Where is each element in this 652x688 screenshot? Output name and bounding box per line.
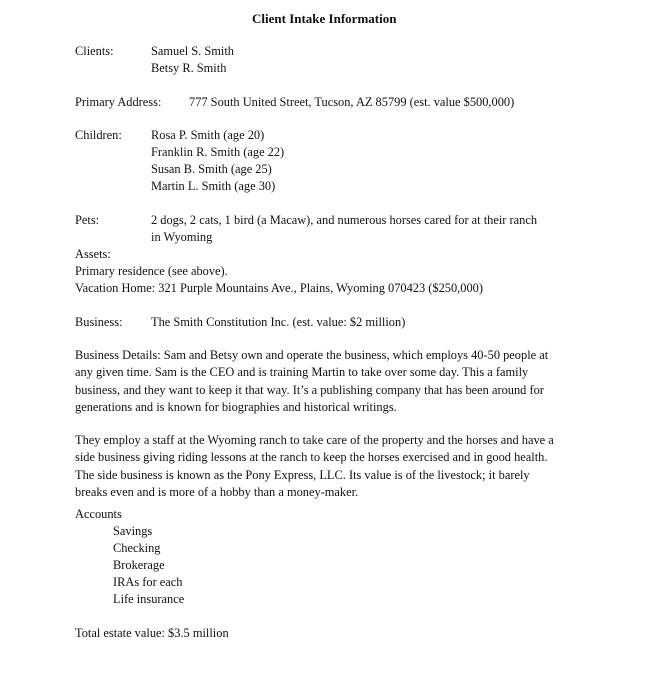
paragraph-line: They employ a staff at the Wyoming ranch to take care of the property and the horses and have a [75, 433, 554, 447]
document-title: Client Intake Information [252, 11, 397, 26]
pets-label: Pets: [75, 213, 100, 227]
business-value: The Smith Constitution Inc. (est. value: $2 million) [151, 315, 406, 329]
paragraph-line: The side business is known as the Pony Express, LLC. Its value is of the livestock; it barely [75, 467, 530, 482]
child-item: Rosa P. Smith (age 20) [151, 128, 265, 142]
assets-line: Primary residence (see above). [75, 264, 228, 278]
account-item: Life insurance [113, 592, 185, 606]
child-item: Susan B. Smith (age 25) [151, 162, 272, 176]
accounts-label: Accounts [75, 507, 122, 521]
assets-label: Assets: [75, 247, 111, 261]
primary-address-value: 777 South United Street, Tucson, AZ 85799 (est. value $500,000) [189, 95, 515, 109]
client-name: Betsy R. Smith [151, 61, 227, 75]
clients-label: Clients: [75, 44, 114, 58]
account-item: Savings [113, 524, 153, 538]
business-label: Business: [75, 315, 123, 329]
paragraph-line: side business giving riding lessons at the ranch to keep the horses exercised and in good health. [75, 450, 548, 465]
children-label: Children: [75, 128, 122, 142]
assets-line: Vacation Home: 321 Purple Mountains Ave., Plains, Wyoming 070423 ($250,000) [75, 281, 483, 295]
paragraph-line: any given time. Sam is the CEO and is training Martin to take over some day. This a family [75, 365, 529, 380]
child-item: Franklin R. Smith (age 22) [151, 145, 285, 159]
ranch-staff-paragraph [75, 432, 554, 501]
paragraph-line: breaks even and is more of a hobby than a money-maker. [75, 484, 359, 499]
paragraph-line: business, and they want to keep it that way. It’s a publishing company that has been around for [75, 382, 544, 397]
primary-address-label: Primary Address: [75, 95, 162, 109]
total-estate-value: Total estate value: $3.5 million [75, 626, 229, 640]
paragraph-line: generations and is known for biographies and historical writings. [75, 399, 397, 414]
client-name: Samuel S. Smith [151, 44, 234, 58]
pets-line: in Wyoming [151, 230, 213, 244]
child-item: Martin L. Smith (age 30) [151, 179, 276, 193]
account-item: Checking [113, 541, 161, 555]
account-item: IRAs for each [113, 575, 183, 589]
account-item: Brokerage [113, 558, 165, 572]
pets-line: 2 dogs, 2 cats, 1 bird (a Macaw), and numerous horses cared for at their ranch [151, 213, 538, 227]
paragraph-line: Business Details: Sam and Betsy own and operate the business, which employs 40-50 people at [75, 348, 549, 362]
business-details-paragraph [75, 347, 548, 416]
